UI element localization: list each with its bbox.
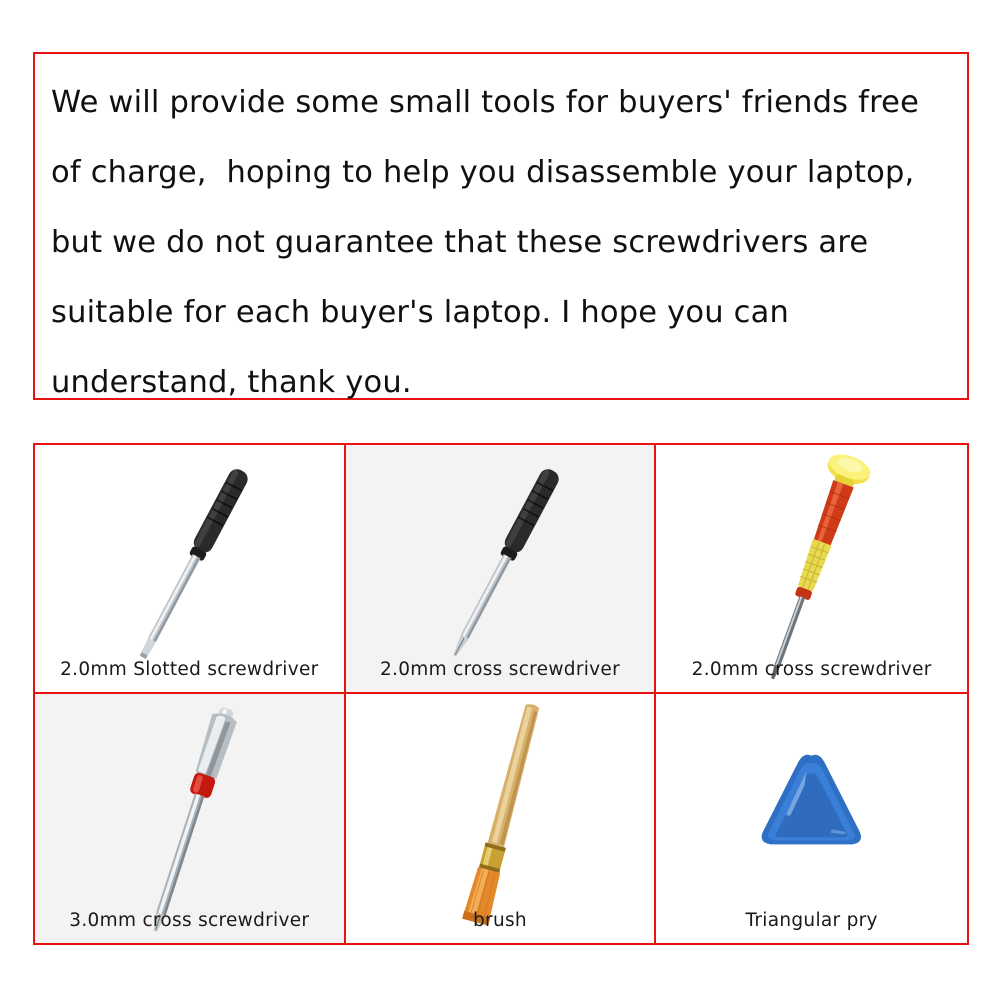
notice-text: We will provide some small tools for buyers' friends free of charge, hoping to help you disassemble your laptop, but we do not guarantee that these screwdrivers are suitable for each buyer's laptop. I hope you can understand, thank you. xyxy=(51,85,930,400)
cross-screwdriver-chrome-red-icon xyxy=(35,694,344,943)
notice-box xyxy=(33,52,969,400)
tool-cell-cross-screwdriver-black xyxy=(346,445,657,694)
tool-cell-cross-screwdriver-chrome-red xyxy=(35,694,346,943)
wooden-brush-icon xyxy=(346,694,655,943)
tool-caption: Triangular pry xyxy=(745,910,878,931)
tool-cell-slotted-screwdriver xyxy=(35,445,346,694)
slotted-screwdriver-black-icon xyxy=(35,445,344,692)
tool-caption: 3.0mm cross screwdriver xyxy=(69,910,310,931)
cross-screwdriver-black-icon xyxy=(346,445,655,692)
tool-caption: brush xyxy=(473,910,527,931)
blue-triangular-pry-icon xyxy=(656,694,967,943)
tool-cell-cross-screwdriver-red-yellow xyxy=(656,445,967,694)
tool-cell-brush xyxy=(346,694,657,943)
cross-screwdriver-red-yellow-icon xyxy=(656,445,967,692)
tool-caption: 2.0mm Slotted screwdriver xyxy=(60,659,319,680)
tool-cell-triangular-pry xyxy=(656,694,967,943)
tool-grid xyxy=(33,443,969,945)
tool-caption: 2.0mm cross screwdriver xyxy=(379,659,621,680)
tool-caption: 2.0mm cross screwdriver xyxy=(691,659,932,680)
